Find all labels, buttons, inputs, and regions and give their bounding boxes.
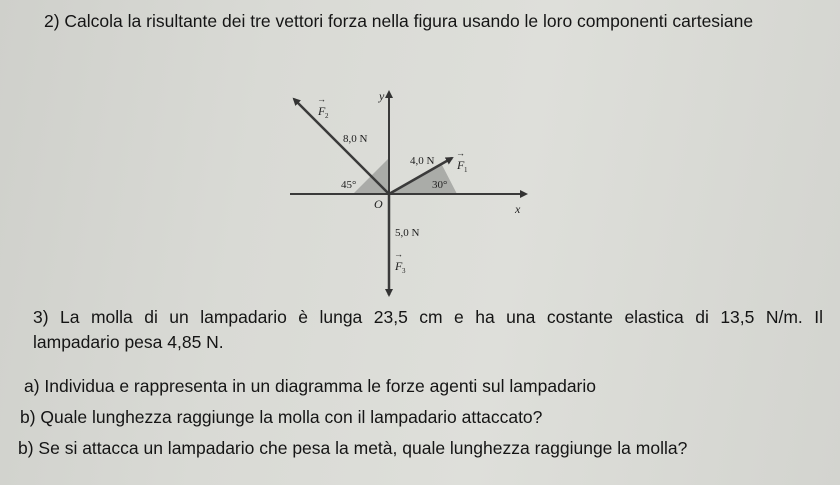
- vector-f1-arrow-mark: →: [456, 148, 465, 158]
- question-3-item-b1: b) Quale lunghezza raggiunge la molla con il lampadario attaccato?: [20, 407, 543, 427]
- question-3-item-b2: b) Se si attacca un lampadario che pesa la metà, quale lunghezza raggiunge la molla?: [18, 438, 688, 458]
- vector-f1-subscript: 1: [464, 166, 468, 174]
- y-axis-label: y: [379, 89, 385, 103]
- question-2: 2) Calcola la risultante dei tre vettori forza nella figura usando le loro componenti cartesiane: [44, 11, 754, 31]
- origin-label: O: [374, 197, 383, 211]
- question-3-line-2: lampadario pesa 4,85 N.: [33, 331, 224, 352]
- vector-f2-arrow-mark: →: [317, 94, 326, 104]
- vector-f2-label: F: [318, 104, 326, 118]
- vector-f3-magnitude: 5,0 N: [395, 227, 420, 239]
- vector-f1-magnitude: 4,0 N: [410, 155, 435, 167]
- vector-f3-label: F: [395, 259, 403, 273]
- question-3-item-a: a) Individua e rappresenta in un diagramma le forze agenti sul lampadario: [24, 376, 596, 396]
- x-axis-label: x: [515, 202, 521, 216]
- vector-f3-subscript: 3: [402, 267, 406, 275]
- vector-f1-label: F: [457, 158, 465, 172]
- question-3: [33, 305, 823, 355]
- vector-f2-magnitude: 8,0 N: [343, 133, 368, 145]
- angle-45-label: 45°: [341, 179, 357, 191]
- angle-30-label: 30°: [432, 179, 448, 191]
- vector-f3-arrow-mark: →: [394, 249, 403, 259]
- vector-f2-subscript: 2: [325, 112, 329, 120]
- question-3-line-1: 3) La molla di un lampadario è lunga 23,5 cm e ha una costante elastica di 13,5 N/m. Il: [33, 307, 823, 327]
